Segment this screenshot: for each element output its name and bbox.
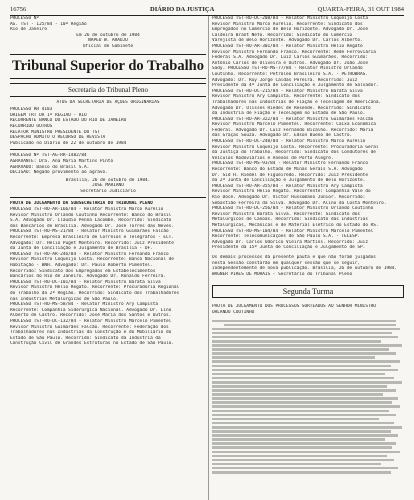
text-line: Bancários do Rio de Janeiro. Advogado Dr. Ronaldo Ferreira. bbox=[10, 274, 166, 280]
text-line: Revisor Ministro Hélio Regato. Recorrente: Procuradoria Regional bbox=[10, 285, 180, 291]
section-heading-segunda-turma: Segunda Turma bbox=[212, 285, 404, 298]
text-line: DECISÃO: Negado provimento ao agravo. bbox=[10, 170, 108, 176]
closing-block bbox=[212, 255, 404, 277]
right-column bbox=[212, 16, 404, 475]
text-line: PROCESSO Nº TST-AG-RR-1482/84 bbox=[10, 153, 87, 159]
text-line: PROCESSO RR 4183 bbox=[10, 107, 53, 113]
text-line: PROCESSO TST-RO-MS-21/84 - Relator Ministro Guimarães Falcão bbox=[10, 229, 169, 235]
text-line: Antônio Carlos de Oliveira e Outros. Advogado Dr. João José bbox=[212, 60, 368, 66]
text-line: Dr. Sid H. Riedel de Figueiredo. Recorrido: Juiz Presidente bbox=[212, 172, 368, 178]
text-line: Empregados no Comércio de Belo Horizonte. Advogado Dr. José bbox=[212, 27, 368, 33]
text-line: nas Indústrias Metalúrgicas de São Paulo. bbox=[10, 296, 119, 302]
section-note: ORLANDO COUTINHO bbox=[212, 309, 255, 315]
signature-name: JOSÉ MARIANO bbox=[92, 183, 124, 189]
intro-line: NAPEU W. ARAÚJO bbox=[88, 38, 128, 44]
text-line: Alberto de Castro. Recorrido: José Maria dos Santos e Outros. bbox=[10, 313, 172, 319]
process-block-1 bbox=[10, 107, 206, 146]
intro-line: Em 26 de outubro de 1984 bbox=[76, 32, 140, 38]
text-line: Recorrente: Companhia Siderúrgica Nacional. Advogado Dr. Lino bbox=[10, 307, 172, 313]
text-line: Revisor Ministro Ary Campista. Recorrente: Sindicato dos bbox=[212, 94, 361, 100]
text-line: nesta Sessão constarão em qualquer sessão que se seguir, bbox=[212, 260, 361, 266]
text-line: DESPACHO ADMITO O RECURSO DE REVISTA bbox=[10, 135, 106, 141]
intro-line: AG. TST - 125/84 - 10ª Região bbox=[10, 21, 87, 27]
text-line: Revisor Ministro Guimarães Falcão. Recorrente: Federação dos bbox=[10, 324, 169, 330]
text-line: Presidente da 15ª Junta de Conciliação e Julgamento de SP. bbox=[212, 245, 366, 251]
text-line: PROCESSO TST-RO-DC-240/84 - Relator Ministro Marco Aurélio bbox=[212, 139, 366, 145]
text-line: Revisor Ministro Hélio Regato. Recorrente: Companhia Vale do bbox=[212, 189, 371, 195]
text-line: do Trabalho da 2ª Região. Recorrido: Sindicato dos Trabalhadores bbox=[10, 290, 180, 296]
text-line: independentemente de nova publicação. Brasília, 26 de outubro de 1984. bbox=[212, 266, 398, 272]
text-line: Revisor Ministro Marcelo Pimentel. Recorrente: Caixa Econômica bbox=[212, 122, 376, 128]
text-line: Advogado Dr. Carlos Odorico Vieira Martins. Recorrido: Juiz bbox=[212, 239, 368, 245]
text-line: Metalúrgicas, Mecânicas e de Material Elétrico do Estado do RS. bbox=[212, 222, 379, 228]
intro-line: Rio de Janeiro bbox=[10, 27, 48, 33]
text-line: PROCESSO TST-RO-DC-208/84 - Relator Ministro Coqueijo Costa bbox=[212, 16, 368, 21]
handwritten-text-block bbox=[212, 320, 404, 474]
text-line: PROCESSO TST-RO-MS-104/84 - Relator Ministro Marcelo Pimentel bbox=[212, 228, 374, 234]
text-line: PROCESSO TST-RO-AR-322/84 - Relator Ministro Guimarães Falcão bbox=[212, 116, 374, 122]
secretariat-title: Secretaria do Tribunal Pleno bbox=[10, 83, 206, 97]
text-line: Recorrido: Sindicato dos Empregados em Estabelecimentos bbox=[10, 268, 156, 274]
text-line: da Justiça do Trabalho. Recorrido: Sindicato dos Condutores de bbox=[212, 150, 376, 156]
text-line: AGRAVADO: Banco do Brasil S.A. bbox=[10, 164, 90, 170]
intro-line: Oficial de Gabinete bbox=[82, 43, 134, 49]
text-line: Advogado: Dr. Ruy Jorge Caldas Pereira. Recorrido: Juiz bbox=[212, 77, 358, 83]
process-block-right-1 bbox=[212, 16, 404, 251]
text-line: Sady. PROCESSO TST-RO-MS-77/84 - Relator Ministro Orlando bbox=[212, 66, 363, 72]
text-line: Metalúrgicos de Canoas. Recorrido: Sindicato das Indústrias bbox=[212, 217, 368, 223]
text-line: AGRAVANTE: Dra. Ana Maria Martins Pinto bbox=[10, 158, 114, 164]
text-line: Trabalhadores nas Indústrias da Construção e do Mobiliário do bbox=[10, 330, 172, 336]
text-line: Federal. Advogado Dr. Luiz Fernando Bicalho. Recorrido: Maria bbox=[212, 127, 374, 133]
issue-date: QUARTA-FEIRA, 31 OUT 1984 bbox=[317, 6, 404, 13]
text-line: Presidente da 4ª Junta de Conciliação e Julgamento de Salvador. bbox=[212, 83, 379, 89]
text-line: RELATOR MINISTRO PRESIDENTE DO TST bbox=[10, 129, 100, 135]
process-block-2 bbox=[10, 153, 206, 175]
text-line: Federal S.A. Advogado Dr. Luiz Carlos Guimarães. Recorrido: bbox=[212, 55, 368, 61]
text-line: S.A. Advogado Dr. Cláudio Penna Lacombe. Recorrido: Sindicato bbox=[10, 218, 172, 224]
text-line: das Graças Souza. Advogado Dr. Edson Bueno de Castro. bbox=[212, 133, 353, 139]
text-line: da Indústria de Fiação e Tecelagem no Estado de São Paulo. bbox=[212, 111, 366, 117]
text-line: PROCESSO TST-RO-AR-301/84 - Relator Ministro Hélio Regato bbox=[212, 43, 363, 49]
process-block-3 bbox=[10, 207, 206, 347]
text-line: Revisor Ministro Orlando Coutinho Recorrente: Banco do Brasil bbox=[10, 212, 172, 218]
page-number: 16756 bbox=[10, 6, 27, 13]
text-line: WAGNER PIRES DE MORAIS - Secretário do Tribunal Pleno bbox=[212, 271, 353, 277]
text-line: Recorrente: Banco do Estado de Minas Gerais S.A. Advogado bbox=[212, 167, 363, 173]
text-line: Publicado no Diário de 22 de outubro de 1984 bbox=[10, 140, 127, 146]
intro-block bbox=[10, 16, 206, 50]
text-line: da Junta de Conciliação e Julgamento de Brasília - DF. bbox=[10, 246, 153, 252]
column-divider bbox=[208, 16, 209, 500]
text-line: Revisor Ministro Marco Aurélio. Recorrente: Sindicato dos bbox=[212, 21, 363, 27]
text-line: PROCESSO TST-RO-MS-93/84 - Relator Ministro Fernando Franco bbox=[212, 161, 368, 167]
text-line: PROCESSO TST-RO-AR-166/84 - Relator Ministro Marco Aurélio bbox=[10, 207, 164, 213]
text-line: Advogado: Dr. Hélio Puget Monteiro. Recorrido: Juiz Presidente bbox=[10, 240, 174, 246]
text-line: Trabalhadores nas Indústrias de Fiação e Tecelagem de Americana. bbox=[212, 99, 382, 105]
text-line: Sebastião Ferreira da Silva. Advogado Dr. Alino da Costa Monteiro. bbox=[212, 200, 387, 206]
text-line: Recorrente: Telecomunicações de São Paulo S.A. - TELESP. bbox=[212, 234, 361, 240]
text-line: PROCESSO TST-RO-DC-132/84 - Relator Ministro Marcelo Pimentel bbox=[10, 318, 172, 324]
text-line: Rio Doce. Advogado Dr. Victor Russomano Júnior. Recorrido: bbox=[212, 195, 366, 200]
text-line: Revisor Ministro Fernando Franco. Recorrente: Rede Ferroviária bbox=[212, 49, 376, 55]
text-line: Advogado Dr. Ulisses Riedel de Resende. Recorrido: Sindicato bbox=[212, 105, 371, 111]
section-note: PAUTA DE JULGAMENTO DOS PROCESSOS SORTEADOS AO SENHOR MINISTRO bbox=[212, 304, 376, 310]
text-line: Revisor Ministro Coqueijo Costa. Recorrente: Banco Nacional de bbox=[10, 257, 174, 263]
text-line: Varejista de Belo Horizonte. Advogado Dr. Carlos Alberto. bbox=[212, 38, 363, 44]
text-line: PROCESSO TST-RO-AR-355/84 - Relator Ministro Ary Campista bbox=[212, 183, 363, 189]
signature-role: Secretário Judiciário bbox=[80, 188, 136, 194]
text-line: Caldeira Brant Neto. Recorrido: Sindicato do Comércio bbox=[212, 32, 353, 38]
text-line: Coutinho. Recorrente: Petróleo Brasileiro S.A. - PETROBRÁS. bbox=[212, 71, 368, 77]
text-line: Recorrente: Empresa Brasileira de Correios e Telégrafos - ECT. bbox=[10, 235, 174, 241]
intro-line: PROCESSO Nº bbox=[10, 16, 40, 21]
text-line: Os demais processos da presente pauta e que não foram julgados bbox=[212, 254, 376, 260]
text-line: Revisor Ministro Coqueijo Costa. Recorrente: Procuradoria Geral bbox=[212, 144, 379, 150]
text-line: PROCESSO TST-RO-MS-58/84 - Relator Ministro Ary Campista bbox=[10, 302, 159, 308]
left-column bbox=[10, 16, 206, 347]
text-line: PROCESSO TST-RO-AR-246/84 - Relator Ministro Fernando Franco bbox=[10, 251, 169, 257]
page-header bbox=[10, 3, 404, 16]
publication-date: Brasília, 26 de outubro de 1984. bbox=[65, 177, 151, 183]
text-line: Estado de São Paulo. Recorrido: Sindicato da Indústria da bbox=[10, 335, 161, 341]
text-line: Habitação - BNH. Advogado: Dr. Paulo Roberto Pimentel. bbox=[10, 263, 153, 268]
text-line: RECORRENTE BANCO DO ESTADO DO RIO DE JANEIRO bbox=[10, 118, 127, 124]
notice-heading: ATOS DA SECRETARIA DE AÇÕES ORIGINÁRIAS bbox=[56, 99, 160, 105]
tribunal-title: Tribunal Superior do Trabalho bbox=[12, 57, 204, 74]
text-line: Construção Civil de Grandes Estruturas no Estado de São Paulo. bbox=[10, 341, 174, 347]
text-line: RECORRIDO OUTROS bbox=[10, 123, 53, 129]
text-line: PROCESSO TST-RO-DC-215/84 - Relator Ministro Barata Silva bbox=[212, 88, 363, 94]
masthead bbox=[10, 54, 206, 79]
agenda-heading: PAUTA DE JULGAMENTO DA SUBSECRETARIA DO TRIBUNAL PLENO bbox=[10, 201, 153, 207]
text-line: ORIGEM TRT DA 1ª REGIÃO - RIO bbox=[10, 112, 87, 118]
text-line: PROCESSO TST-RO-DC-101/84 - Relator Ministro Barata Silva bbox=[10, 279, 161, 285]
journal-name: DIÁRIO DA JUSTIÇA bbox=[150, 6, 215, 13]
text-line: da 2ª Junta de Conciliação e Julgamento de Belo Horizonte. bbox=[212, 178, 366, 184]
text-line: dos Bancários de Brasília. Advogado Dr. José Torres das Neves. bbox=[10, 223, 174, 229]
text-line: Revisor Ministro Barata Silva. Recorrente: Sindicato dos bbox=[212, 211, 361, 217]
text-line: PROCESSO TST-RO-DC-256/84 - Relator Ministro Orlando Coutinho bbox=[212, 206, 374, 212]
text-line: Veículos Rodoviários e Anexos de Porto Alegre. bbox=[212, 155, 334, 161]
